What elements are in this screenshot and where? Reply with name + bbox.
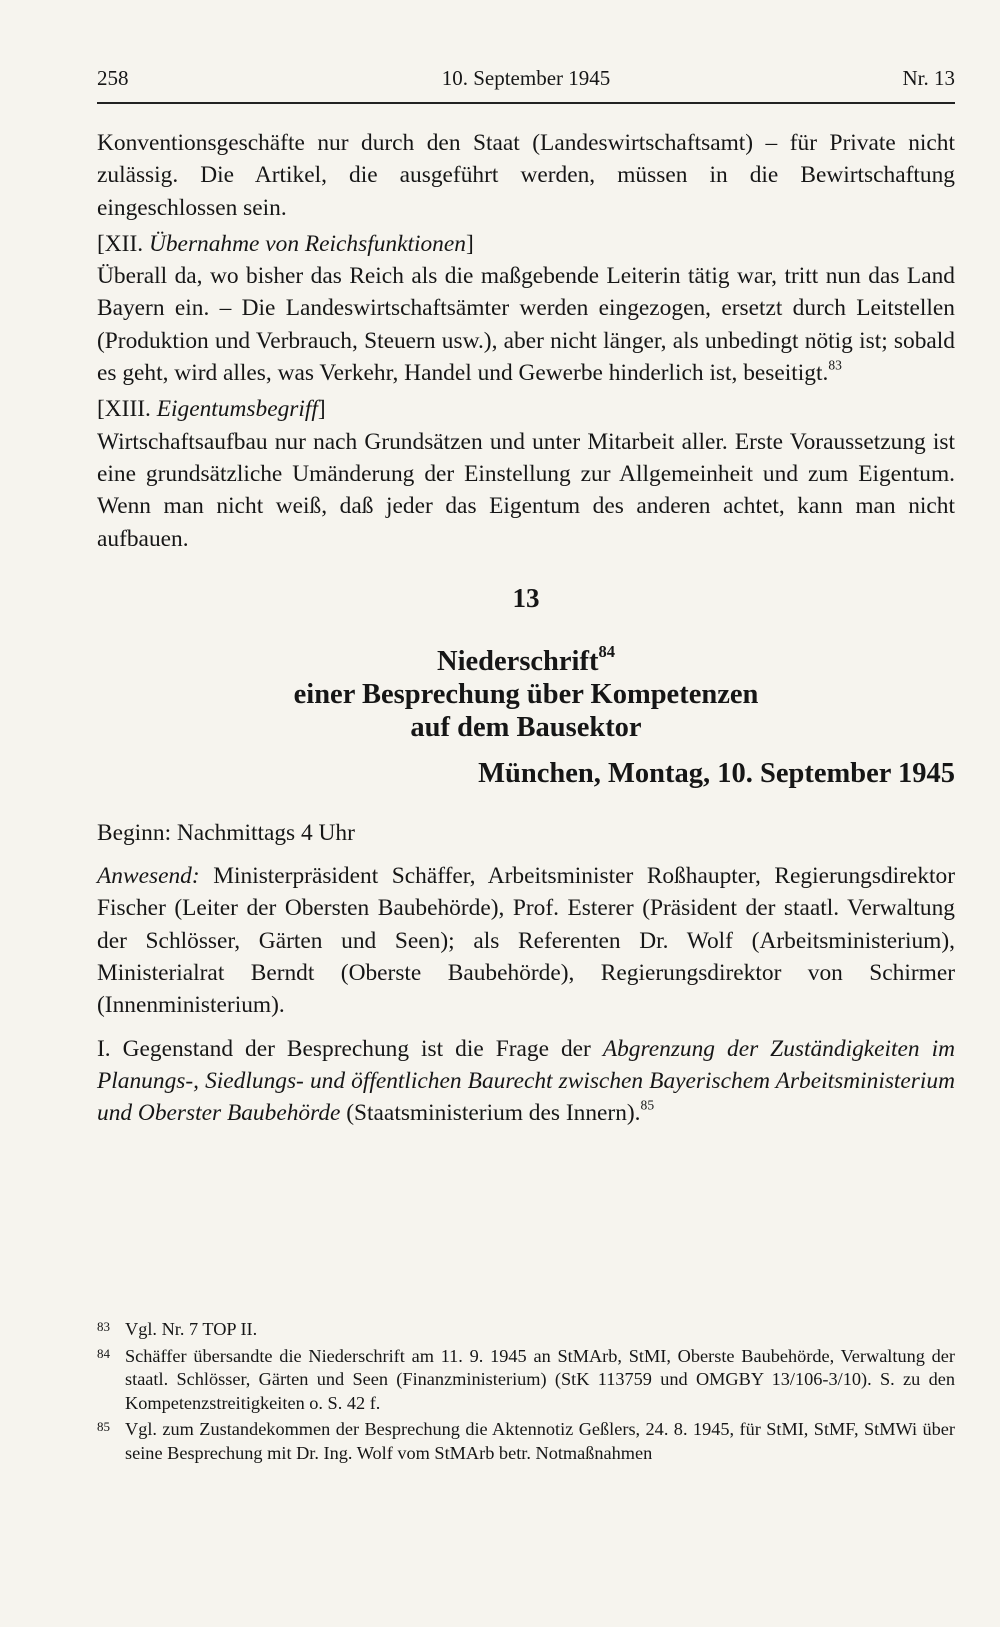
start-time: Beginn: Nachmittags 4 Uhr — [97, 819, 355, 846]
paragraph-intro: Konventionsgeschäfte nur durch den Staat (Landeswirtschaftsamt) – für Private nicht zulässig. Die Artikel, die ausgeführt werden, müssen in die Bewirtschaftung eingeschlossen sein. — [97, 130, 955, 221]
bracket-close: ] — [465, 230, 474, 257]
attendees — [97, 860, 955, 1021]
footnote-mark: 84 — [97, 1345, 110, 1361]
footnote — [97, 1318, 955, 1342]
footnote-text: Schäffer übersandte die Niederschrift am 11. 9. 1945 an StMArb, StMI, Oberste Baubehörde, Verwaltung der staatl. Schlösser, Gärten und Seen (Finanzministerium) (StK 113759 und OMGBY 13/106-3/10). S. zu den Kompetenzstreitigkeiten o. S. 42 f. — [125, 1345, 955, 1413]
footnote-text: Vgl. Nr. 7 TOP II. — [125, 1319, 258, 1339]
footnote-text: Vgl. zum Zustandekommen der Besprechung die Aktennotiz Geßlers, 24. 8. 1945, für StMI, StMF, StMWi über seine Besprechung mit Dr. Ing. Wolf vom StMArb betr. Notmaßnahmen — [125, 1419, 955, 1463]
document-title — [97, 641, 955, 744]
title-line-2: einer Besprechung über Kompetenzen — [293, 678, 759, 710]
footnote-ref: 83 — [828, 357, 842, 373]
running-header — [97, 62, 955, 104]
main-text — [97, 127, 955, 1130]
bracket-open: [XIII. — [97, 396, 157, 423]
dateline: München, Montag, 10. September 1945 — [478, 757, 955, 789]
paragraph-section-xii: Überall da, wo bisher das Reich als die maßgebende Leiterin tätig war, tritt nun das Land Bayern ein. – Die Landeswirtschaftsämter werden eingezogen, ersetzt durch Leitstellen (Produktion und Verbrauch, Steuern usw.), aber nicht länger, als unbedingt nötig ist; sobald es geht, wird alles, was Verkehr, Handel und Gewerbe hinderlich ist, beseitigt.$^{83}$ — [97, 263, 955, 387]
footnote — [97, 1418, 955, 1465]
section-heading-xiii — [97, 393, 955, 425]
footnote-mark: 83 — [97, 1319, 110, 1334]
bracket-close: ] — [317, 396, 326, 423]
title-line-1: Niederschrift — [437, 645, 599, 677]
section-heading-xii — [97, 228, 955, 260]
title-line-3: auf dem Bausektor — [410, 711, 642, 743]
attendees-label: Anwesend: — [97, 863, 200, 890]
paragraph-section-xiii: Wirtschaftsaufbau nur nach Grundsätzen und unter Mitarbeit aller. Erste Voraussetzung ist eine grundsätzliche Umänderung der Einstellung zur Allgemeinheit und zum Eigentum. Wenn man nicht weiß, daß jeder das Eigentum des anderen achtet, kann man nicht aufbauen. — [97, 428, 955, 552]
section-title: Übernahme von Reichsfunktionen — [148, 230, 466, 257]
page-number: 258 — [97, 66, 129, 90]
document-number: 13 — [512, 582, 540, 613]
attendees-text: Ministerpräsident Schäffer, Arbeitsminister Roßhaupter, Regierungsdirektor Fischer (Leiter der Obersten Baubehörde), Prof. Esterer (Präsident der staatl. Verwaltung der Schlösser, Gärten und Seen); als Referenten Dr. Wolf (Arbeitsministerium), Ministerialrat Berndt (Oberste Baubehörde), Regierungsdirektor von Schirmer (Innenministerium). — [97, 863, 955, 1019]
issue-number: Nr. 13 — [902, 66, 955, 90]
section-title: Eigentumsbegriff — [156, 396, 318, 423]
footnote-ref: 84 — [598, 641, 615, 661]
footnote — [97, 1345, 955, 1416]
bracket-open: [XII. — [97, 230, 149, 257]
footnotes — [97, 1318, 955, 1468]
footnote-mark: 85 — [97, 1419, 110, 1434]
agenda-item-1: I. Gegenstand der Besprechung ist die Frage der Abgrenzung der Zuständigkeiten im Planungs-, Siedlungs- und öffentlichen Baurecht zwischen Bayerischem Arbeitsministerium und Oberster Baubehörde (Staatsministerium des Innern).$^{85}$ — [97, 1035, 955, 1127]
agenda-topic: Abgrenzung der Zuständigkeiten im Planungs-, Siedlungs- und öffentlichen Baurecht zwischen Bayerischem Arbeitsministerium und Oberster Baubehörde — [97, 1035, 955, 1127]
header-date: 10. September 1945 — [441, 66, 611, 90]
footnote-ref: 85 — [640, 1097, 655, 1113]
